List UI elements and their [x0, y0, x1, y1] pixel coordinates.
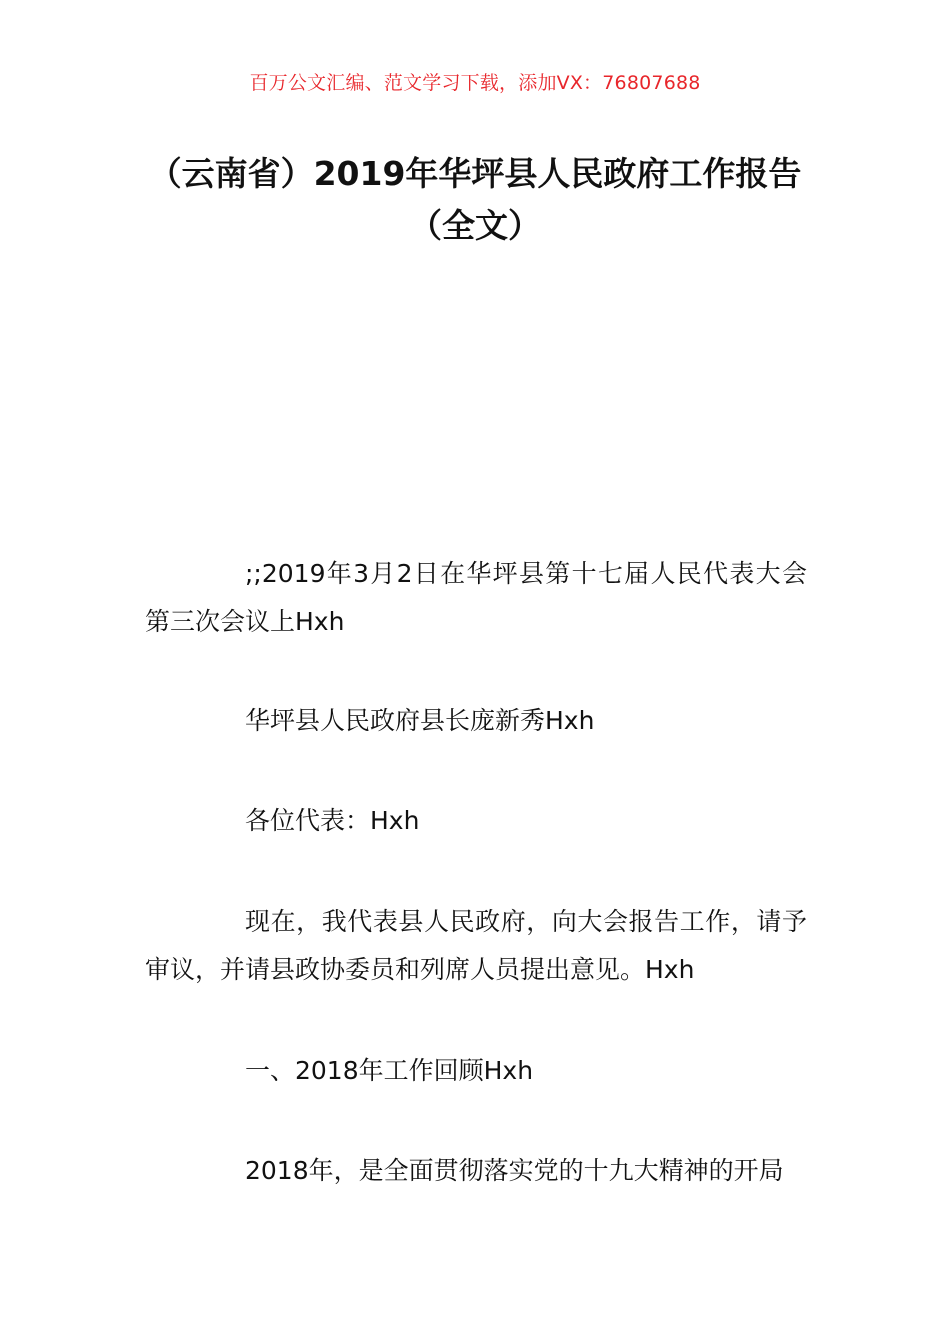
- paragraph-speaker: 华坪县人民政府县长庞新秀Hxh: [245, 706, 595, 735]
- paragraph-intro: 现在，我代表县人民政府，向大会报告工作，请予审议，并请县政协委员和列席人员提出意见。Hxh: [145, 907, 807, 984]
- document-title: （云南省）2019年华坪县人民政府工作报告（全文）: [148, 154, 802, 245]
- header-watermark-note: 百万公文汇编、范文学习下载，添加VX：76807688: [249, 72, 701, 94]
- section-heading-review: 一、2018年工作回顾Hxh: [245, 1056, 534, 1085]
- paragraph-salutation: 各位代表：Hxh: [245, 806, 420, 835]
- paragraph-meeting-info: ;;2019年3月2日在华坪县第十七届人民代表大会第三次会议上Hxh: [145, 559, 807, 636]
- paragraph-review-start: 2018年，是全面贯彻落实党的十九大精神的开局: [245, 1156, 784, 1185]
